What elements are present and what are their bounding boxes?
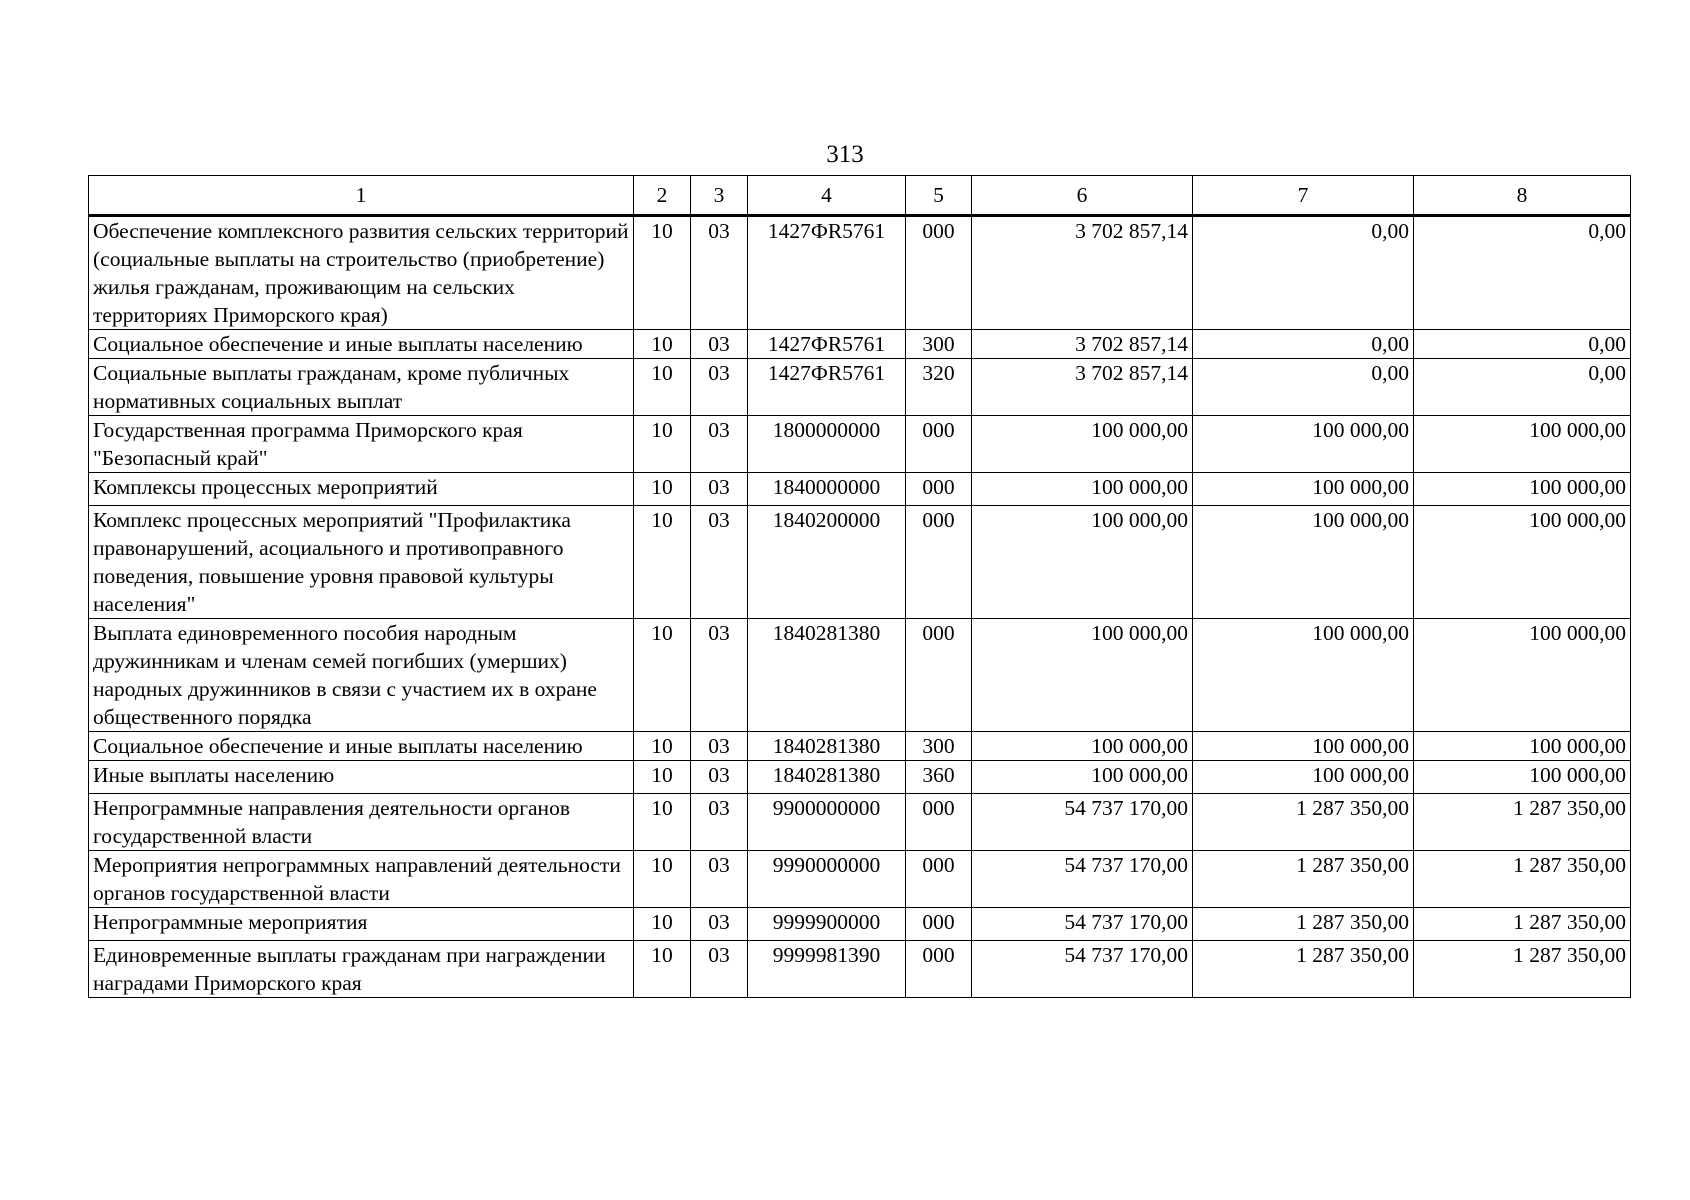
column-header: 5: [906, 176, 972, 216]
expense-type-code: 000: [906, 416, 972, 473]
amount-col-8: 1 287 350,00: [1414, 908, 1631, 941]
target-article-code: 9999900000: [748, 908, 906, 941]
section-code: 10: [634, 330, 691, 359]
expense-type-code: 000: [906, 908, 972, 941]
column-header: 1: [89, 176, 634, 216]
column-header: 2: [634, 176, 691, 216]
table-row: [89, 794, 1631, 851]
subsection-code: 03: [691, 732, 748, 761]
amount-col-7: 100 000,00: [1193, 732, 1414, 761]
amount-col-6: 100 000,00: [972, 619, 1193, 732]
amount-col-6: 54 737 170,00: [972, 851, 1193, 908]
row-name: Непрограммные направления деятельности органов государственной власти: [89, 794, 634, 851]
amount-col-7: 100 000,00: [1193, 506, 1414, 619]
target-article-code: 1427ФR5761: [748, 359, 906, 416]
row-name: Единовременные выплаты гражданам при награждении наградами Приморского края: [89, 941, 634, 998]
amount-col-8: 100 000,00: [1414, 473, 1631, 506]
amount-col-6: 3 702 857,14: [972, 216, 1193, 330]
section-code: 10: [634, 416, 691, 473]
table-row: [89, 761, 1631, 794]
target-article-code: 1427ФR5761: [748, 330, 906, 359]
amount-col-7: 1 287 350,00: [1193, 851, 1414, 908]
column-header: 3: [691, 176, 748, 216]
table-row: [89, 506, 1631, 619]
amount-col-8: 1 287 350,00: [1414, 794, 1631, 851]
target-article-code: 1427ФR5761: [748, 216, 906, 330]
column-header: 8: [1414, 176, 1631, 216]
table-row: [89, 851, 1631, 908]
table-row: [89, 908, 1631, 941]
row-name: Комплексы процессных мероприятий: [89, 473, 634, 506]
target-article-code: 1840281380: [748, 619, 906, 732]
row-name: Иные выплаты населению: [89, 761, 634, 794]
amount-col-8: 1 287 350,00: [1414, 941, 1631, 998]
amount-col-7: 100 000,00: [1193, 619, 1414, 732]
table-row: [89, 216, 1631, 330]
row-name: Социальные выплаты гражданам, кроме публичных нормативных социальных выплат: [89, 359, 634, 416]
table-row: [89, 359, 1631, 416]
section-code: 10: [634, 216, 691, 330]
amount-col-6: 100 000,00: [972, 732, 1193, 761]
amount-col-6: 3 702 857,14: [972, 330, 1193, 359]
section-code: 10: [634, 761, 691, 794]
table-row: [89, 732, 1631, 761]
row-name: Государственная программа Приморского края "Безопасный край": [89, 416, 634, 473]
subsection-code: 03: [691, 794, 748, 851]
column-header: 7: [1193, 176, 1414, 216]
target-article-code: 9990000000: [748, 851, 906, 908]
page-number: 313: [826, 141, 864, 168]
subsection-code: 03: [691, 941, 748, 998]
expense-type-code: 360: [906, 761, 972, 794]
section-code: 10: [634, 908, 691, 941]
amount-col-6: 100 000,00: [972, 506, 1193, 619]
table-row: [89, 619, 1631, 732]
subsection-code: 03: [691, 359, 748, 416]
target-article-code: 1840000000: [748, 473, 906, 506]
amount-col-8: 0,00: [1414, 359, 1631, 416]
amount-col-6: 3 702 857,14: [972, 359, 1193, 416]
table-row: [89, 330, 1631, 359]
row-name: Обеспечение комплексного развития сельских территорий (социальные выплаты на строительство (приобретение) жилья гражданам, проживающим на сельских территориях Приморского края): [89, 216, 634, 330]
section-code: 10: [634, 506, 691, 619]
amount-col-7: 1 287 350,00: [1193, 941, 1414, 998]
amount-col-6: 54 737 170,00: [972, 908, 1193, 941]
amount-col-8: 100 000,00: [1414, 416, 1631, 473]
amount-col-6: 100 000,00: [972, 416, 1193, 473]
expense-type-code: 300: [906, 330, 972, 359]
expense-type-code: 000: [906, 216, 972, 330]
amount-col-7: 100 000,00: [1193, 416, 1414, 473]
amount-col-8: 100 000,00: [1414, 761, 1631, 794]
table-body: [89, 216, 1631, 998]
row-name: Социальное обеспечение и иные выплаты населению: [89, 330, 634, 359]
subsection-code: 03: [691, 330, 748, 359]
subsection-code: 03: [691, 473, 748, 506]
amount-col-8: 100 000,00: [1414, 506, 1631, 619]
amount-col-7: 0,00: [1193, 359, 1414, 416]
expense-type-code: 000: [906, 619, 972, 732]
subsection-code: 03: [691, 908, 748, 941]
amount-col-8: 0,00: [1414, 216, 1631, 330]
target-article-code: 1800000000: [748, 416, 906, 473]
amount-col-7: 1 287 350,00: [1193, 794, 1414, 851]
amount-col-8: 0,00: [1414, 330, 1631, 359]
target-article-code: 1840200000: [748, 506, 906, 619]
amount-col-6: 100 000,00: [972, 473, 1193, 506]
budget-table: [88, 175, 1631, 998]
amount-col-7: 100 000,00: [1193, 761, 1414, 794]
expense-type-code: 000: [906, 794, 972, 851]
amount-col-6: 54 737 170,00: [972, 941, 1193, 998]
expense-type-code: 000: [906, 506, 972, 619]
section-code: 10: [634, 941, 691, 998]
subsection-code: 03: [691, 619, 748, 732]
section-code: 10: [634, 359, 691, 416]
amount-col-7: 0,00: [1193, 216, 1414, 330]
column-header: 6: [972, 176, 1193, 216]
expense-type-code: 320: [906, 359, 972, 416]
subsection-code: 03: [691, 506, 748, 619]
row-name: Непрограммные мероприятия: [89, 908, 634, 941]
table-row: [89, 416, 1631, 473]
subsection-code: 03: [691, 851, 748, 908]
amount-col-7: 0,00: [1193, 330, 1414, 359]
target-article-code: 9900000000: [748, 794, 906, 851]
section-code: 10: [634, 619, 691, 732]
target-article-code: 1840281380: [748, 732, 906, 761]
expense-type-code: 000: [906, 941, 972, 998]
row-name: Мероприятия непрограммных направлений деятельности органов государственной власти: [89, 851, 634, 908]
amount-col-6: 100 000,00: [972, 761, 1193, 794]
amount-col-6: 54 737 170,00: [972, 794, 1193, 851]
target-article-code: 1840281380: [748, 761, 906, 794]
subsection-code: 03: [691, 416, 748, 473]
expense-type-code: 000: [906, 473, 972, 506]
header-row: [89, 176, 1631, 216]
amount-col-7: 1 287 350,00: [1193, 908, 1414, 941]
row-name: Комплекс процессных мероприятий "Профилактика правонарушений, асоциального и противоправного поведения, повышение уровня правовой культуры населения": [89, 506, 634, 619]
amount-col-8: 1 287 350,00: [1414, 851, 1631, 908]
target-article-code: 9999981390: [748, 941, 906, 998]
section-code: 10: [634, 732, 691, 761]
section-code: 10: [634, 473, 691, 506]
table-row: [89, 473, 1631, 506]
row-name: Выплата единовременного пособия народным дружинникам и членам семей погибших (умерших) народных дружинников в связи с участием их в охране общественного порядка: [89, 619, 634, 732]
amount-col-8: 100 000,00: [1414, 732, 1631, 761]
amount-col-8: 100 000,00: [1414, 619, 1631, 732]
subsection-code: 03: [691, 761, 748, 794]
expense-type-code: 000: [906, 851, 972, 908]
table-row: [89, 941, 1631, 998]
amount-col-7: 100 000,00: [1193, 473, 1414, 506]
expense-type-code: 300: [906, 732, 972, 761]
column-header: 4: [748, 176, 906, 216]
section-code: 10: [634, 794, 691, 851]
section-code: 10: [634, 851, 691, 908]
subsection-code: 03: [691, 216, 748, 330]
row-name: Социальное обеспечение и иные выплаты населению: [89, 732, 634, 761]
